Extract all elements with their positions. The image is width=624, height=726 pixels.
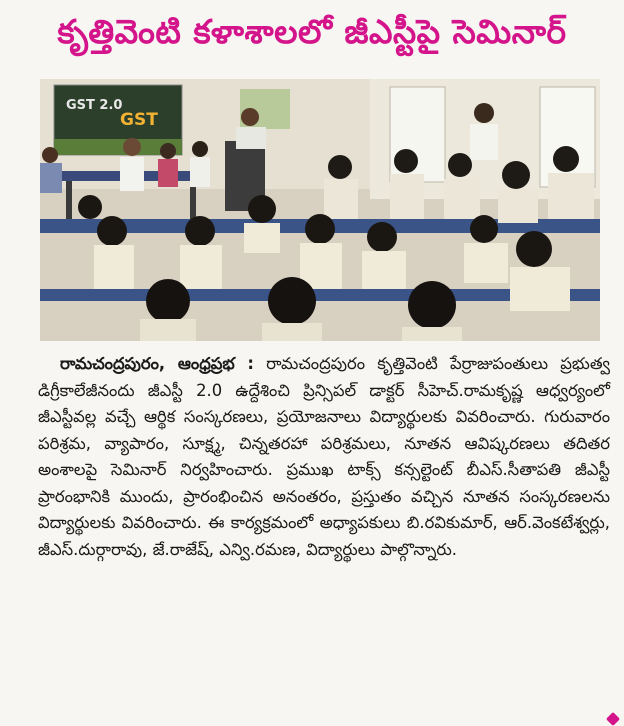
article-body <box>38 351 610 563</box>
screen-text-2: GST <box>120 110 158 130</box>
news-photo <box>40 79 600 341</box>
article-text: రామచంద్రపురం కృత్తివెంటి పేర్రాజుపంతులు ప్రభుత్వ డిగ్రీకాలేజీనందు జీఎస్టీ 2.0 ఉద్దేశించి ప్రిన్సిపల్ డాక్టర్ సీహెచ్.రామకృష్ణ ఆధ్వర్యంలో జీఎస్టీవల్ల వచ్చే ఆర్థిక సంస్కరణలు, ప్రయోజనాలు విద్యార్థులకు వివరించారు. గురువారం పరిశ్రమ, వ్యాపారం, సూక్ష్మ, చిన్నతరహా పరిశ్రమలు, నూతన ఆవిష్కరణలు తదితర అంశాలపై సెమినార్ నిర్వహించారు. ప్రముఖ టాక్స్ కన్సల్టెంట్ బీఎస్.సీతాపతి జీఎస్టీ ప్రారంభానికి ముందు, ప్రారంభించిన అనంతరం, ప్రస్తుతం వచ్చిన నూతన సంస్కరణలను విద్యార్థులకు వివరించారు. ఈ కార్యక్రమంలో అధ్యాపకులు బి.రవికుమార్, ఆర్.వెంకటేశ్వర్లు, జీఎస్.దుర్గారావు, జే.రాజేష్, ఎన్వి.రమణ, విద్యార్థులు పాల్గొన్నారు. <box>38 354 610 559</box>
headline: కృత్తివెంటి కళాశాలలో జీఎస్టీపై సెమినార్ <box>57 11 567 51</box>
screen-text-1: GST 2.0 <box>66 98 123 113</box>
dateline: రామచంద్రపురం, ఆంధ్రప్రభ : <box>60 354 254 373</box>
decorative-corner-mark <box>606 712 620 726</box>
